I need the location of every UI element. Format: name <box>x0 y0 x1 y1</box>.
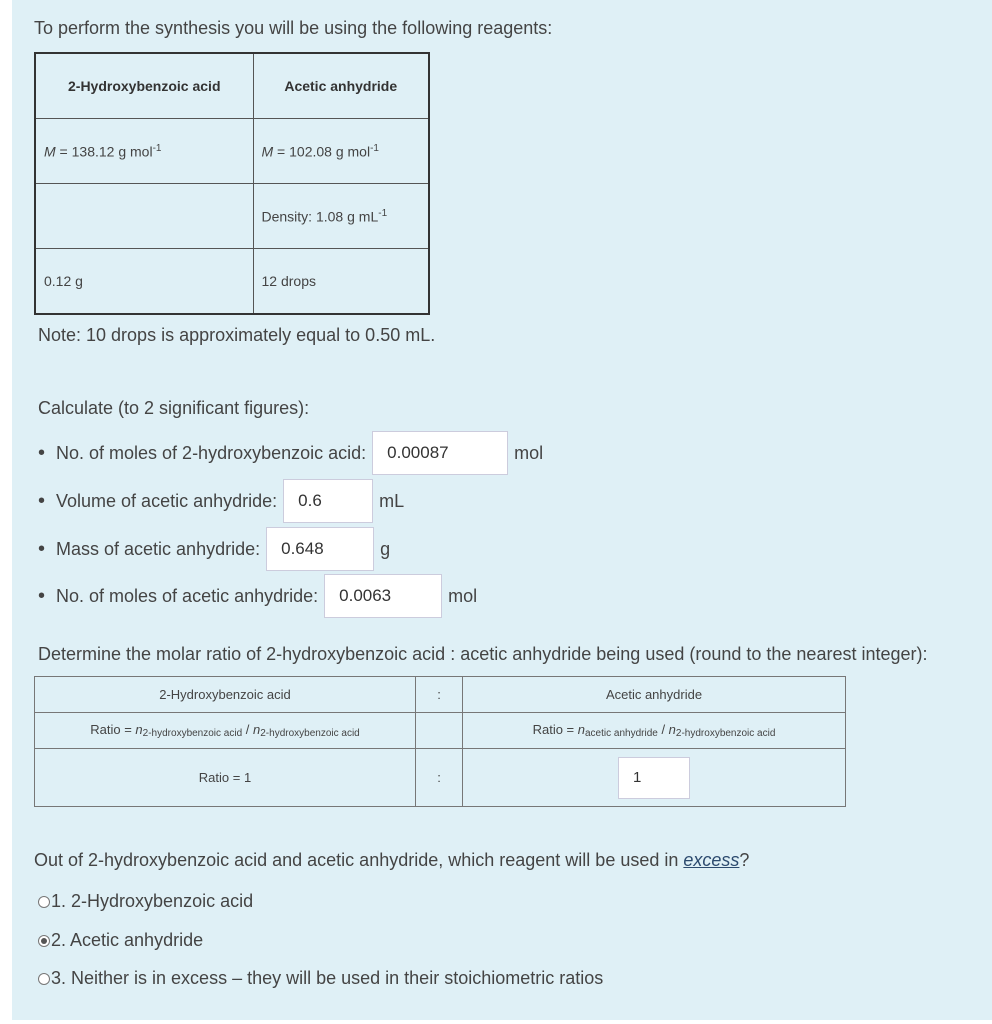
bullet: • <box>38 489 46 512</box>
bullet: • <box>38 441 46 464</box>
radio-option-1[interactable] <box>38 896 50 908</box>
note-text: Note: 10 drops is approximately equal to 0.50 mL. <box>38 325 436 345</box>
calc-row-mass-anhydride <box>38 527 390 571</box>
acid-amount: 0.12 g <box>35 249 253 315</box>
calculate-heading: Calculate (to 2 significant figures): <box>38 398 310 418</box>
acid-density-empty <box>35 184 253 249</box>
intro-text: To perform the synthesis you will be using the following reagents: <box>34 18 553 38</box>
mass-anhydride-input[interactable]: 0.648 <box>266 527 374 571</box>
calc-label: No. of moles of acetic anhydride: <box>56 585 319 606</box>
calc-row-volume-anhydride <box>38 479 404 523</box>
calc-row-moles-anhydride <box>38 574 477 618</box>
anhydride-density: Density: 1.08 g $mL^{-1}$ <box>253 184 429 249</box>
ratio-formula-anhydride: Ratio = $n_{acetic anhydride} / n_{2-hydroxybenzoic acid}$ <box>463 713 846 749</box>
acid-molar-mass: M = 138.12 g mol$^{-1}$ <box>35 119 253 184</box>
ratio-formula-acid: Ratio = $n_{2-hydroxybenzoic acid} / n_{2-hydroxybenzoic acid}$ <box>35 713 416 749</box>
moles-acid-input[interactable]: 0.00087 <box>372 431 508 475</box>
calc-unit: mol <box>514 442 544 463</box>
ratio-separator: : <box>416 677 463 713</box>
ratio-separator-empty <box>416 713 463 749</box>
calc-unit: g <box>380 538 391 559</box>
calc-unit: mol <box>448 585 478 606</box>
ratio-anhydride-input[interactable]: 1 <box>618 757 690 799</box>
calc-row-moles-acid <box>38 431 543 475</box>
option-label: 1. 2-Hydroxybenzoic acid <box>51 891 254 911</box>
bullet: • <box>38 537 46 560</box>
option-label: 3. Neither is in excess – they will be used in their stoichiometric ratios <box>51 968 604 988</box>
ratio-header-anhydride: Acetic anhydride <box>463 677 846 713</box>
reagents-table <box>34 52 430 315</box>
radio-option-3[interactable] <box>38 973 50 985</box>
ratio-separator: : <box>416 749 463 807</box>
moles-anhydride-input[interactable]: 0.0063 <box>324 574 442 618</box>
anhydride-molar-mass: M = 102.08 g mol$^{-1}$ <box>253 119 429 184</box>
ratio-value-anhydride-cell <box>463 749 846 807</box>
anhydride-amount: 12 drops <box>253 249 429 315</box>
volume-anhydride-input[interactable]: 0.6 <box>283 479 373 523</box>
excess-link[interactable]: excess <box>683 850 740 870</box>
option-2[interactable] <box>38 930 203 951</box>
ratio-value-acid: Ratio = 1 <box>35 749 416 807</box>
ratio-table <box>34 676 846 807</box>
header-anhydride: Acetic anhydride <box>253 53 429 119</box>
ratio-heading: Determine the molar ratio of 2-hydroxybenzoic acid : acetic anhydride being used (round to the nearest integer): <box>38 644 928 664</box>
calc-label: No. of moles of 2-hydroxybenzoic acid: <box>56 442 367 463</box>
calc-label: Volume of acetic anhydride: <box>56 490 278 511</box>
header-acid: 2-Hydroxybenzoic acid <box>35 53 253 119</box>
ratio-header-acid: 2-Hydroxybenzoic acid <box>35 677 416 713</box>
option-1[interactable] <box>38 891 253 912</box>
calc-unit: mL <box>379 490 405 511</box>
radio-option-2[interactable] <box>38 935 50 947</box>
excess-question: Out of 2-hydroxybenzoic acid and acetic anhydride, which reagent will be used in excess? <box>34 850 750 870</box>
option-label: 2. Acetic anhydride <box>51 930 204 950</box>
option-3[interactable] <box>38 968 603 989</box>
calc-label: Mass of acetic anhydride: <box>56 538 261 559</box>
bullet: • <box>38 584 46 607</box>
